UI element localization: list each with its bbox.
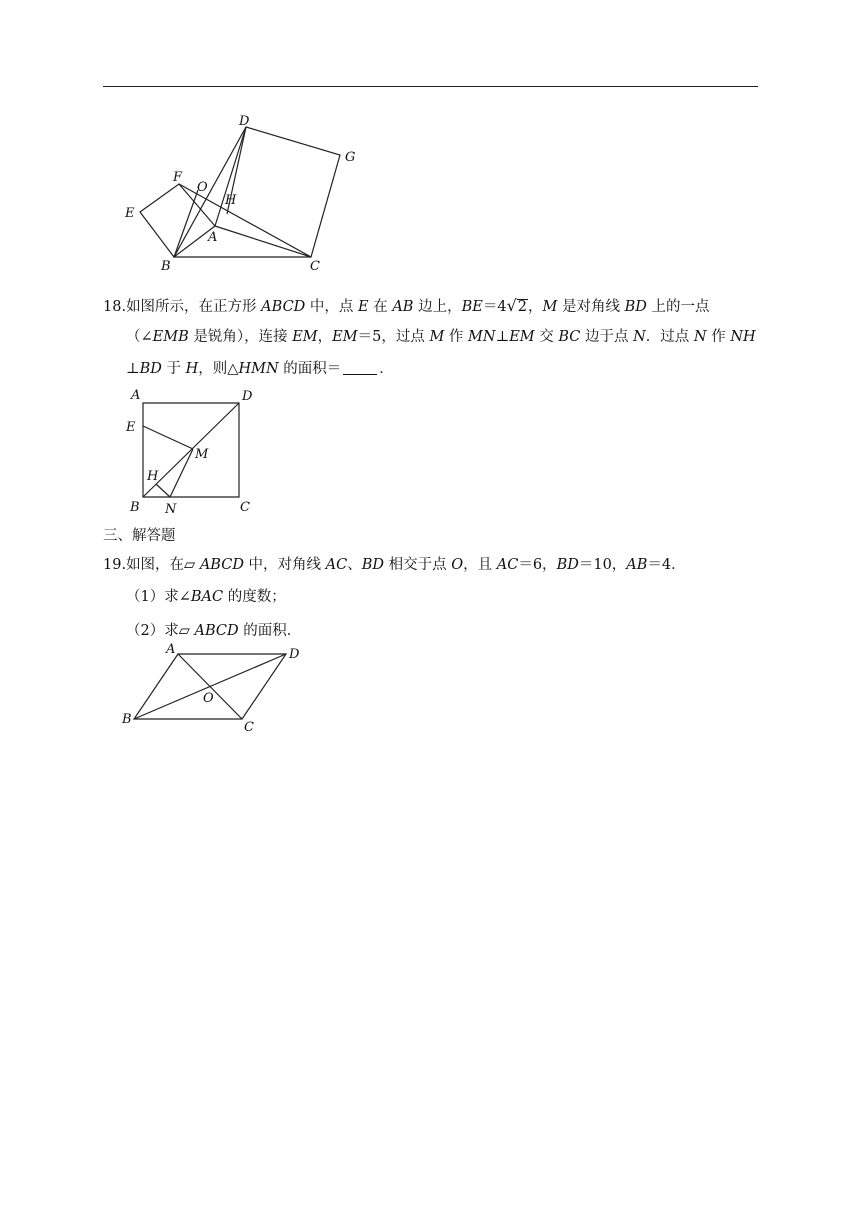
q18-l2-k: ⊥ [495,329,510,345]
q19-number: 19. [103,557,127,573]
q18-l1-n: 上的一点 [646,299,710,315]
q18-l2-j: MN [468,329,496,345]
q18-l3-g: 的面积＝ [278,361,342,377]
q18-l2-g: ＝5，过点 [357,329,430,345]
segment-ob [174,190,198,257]
fig18-label-n: N [165,502,177,517]
q18-number: 18. [103,299,127,315]
q19-p1-a: （1）求∠ [126,589,191,605]
fig17-label-h: H [225,193,237,208]
q18-l3-c: 于 [161,361,186,377]
q18-line-1 [103,295,709,316]
q19-l1-n: AB [626,557,648,573]
q19-l1-g: 相交于点 [384,557,452,573]
q19-l1-j: AC [496,557,519,573]
fig18-label-a: A [131,388,141,403]
q19-p1-b: BAC [190,589,224,605]
figure-q19 [118,640,318,738]
q19-p2-b: ABCD [194,623,239,639]
fig17-label-b: B [161,259,171,274]
q19-l1-e: 、 [347,557,362,573]
q19-l1-i: ，且 [463,557,497,573]
q18-l2-b: EMB [152,329,189,345]
q18-l2-d: EM [292,329,318,345]
q19-l1-c: 中，对角线 [243,557,326,573]
q18-l2-a: （∠ [126,329,153,345]
q18-l1-d: E [358,299,369,315]
q18-l3-f: HMN [238,361,279,377]
q18-l1-g: 边上， [413,299,462,315]
q18-l1-e: 在 [368,299,393,315]
q18-l1-c: 中，点 [305,299,359,315]
q18-l1-m: BD [624,299,647,315]
header-rule [103,86,758,87]
q18-l1-b: ABCD [261,299,306,315]
q18-line-2 [126,325,756,346]
q18-l2-i: 作 [444,329,469,345]
q18-l2-n: BC [558,329,581,345]
fig18-label-m: M [195,447,209,462]
q18-l2-r: N [693,329,707,345]
fig18-label-c: C [240,500,250,515]
q19-l1-k: ＝6， [518,557,557,573]
q19-line-1 [103,553,686,574]
q18-line-3 [126,357,394,378]
q18-l2-q: ．过点 [645,329,694,345]
fig19-label-d: D [289,647,300,662]
fig17-label-d: D [239,114,250,129]
q18-l2-o: 边于点 [580,329,634,345]
fig17-label-g: G [345,150,356,165]
q18-l3-e: ，则△ [198,361,239,377]
q18-l3-d: H [185,361,199,377]
q18-l2-t: NH [730,329,756,345]
q19-l1-m: ＝10， [578,557,627,573]
fig18-label-b: B [130,500,140,515]
q18-l2-m: 交 [534,329,559,345]
q18-l2-e: ， [317,329,333,345]
fig17-label-a: A [208,230,218,245]
q19-part-1 [126,585,286,606]
q19-l1-d: AC [325,557,348,573]
q19-l1-h: O [451,557,464,573]
fig19-label-c: C [244,720,254,735]
q18-l1-i: ＝4 [482,299,507,315]
q18-l1-k: M [542,299,558,315]
segment-em [143,426,193,449]
q19-p1-c: 的度数； [223,589,286,605]
q18-l2-f: EM [332,329,358,345]
q19-l1-b: ABCD [199,557,244,573]
q18-l2-p: N [633,329,646,345]
segment-nh [156,484,170,497]
answer-blank[interactable] [343,373,377,375]
segment-mn [170,449,193,497]
fig19-label-o: O [203,691,214,706]
q19-l1-l: BD [556,557,579,573]
q19-l1-f: BD [361,557,385,573]
q18-l1-h: BE [461,299,483,315]
q18-l3-a: ⊥ [126,361,140,377]
fig19-label-b: B [122,712,132,727]
diagonal-bd [134,654,286,719]
q18-l3-b: BD [139,361,162,377]
fig18-label-h: H [147,469,159,484]
q18-l3-h: ． [379,361,394,377]
fig17-label-c: C [310,259,320,274]
q18-l2-c: 是锐角），连接 [188,329,293,345]
fig17-label-o: O [197,180,208,195]
segment-da [215,127,246,226]
q19-part-2 [126,619,301,640]
sqrt-sign-icon: √ [506,296,517,315]
q18-l1-l: 是对角线 [557,299,625,315]
fig18-label-e: E [126,420,136,435]
q18-radicand: 2 [517,299,527,315]
q19-l1-o: ＝4． [647,557,686,573]
q19-p2-c: 的面积． [238,623,302,639]
fig19-label-a: A [166,642,176,657]
q18-l2-h: M [429,329,445,345]
figure-q17 [118,108,378,276]
figure-q18 [122,386,267,518]
q18-l1-f: AB [392,299,414,315]
q18-l2-l: EM [509,329,535,345]
q19-p2-a: （2）求▱ [126,623,195,639]
q18-l2-s: 作 [706,329,731,345]
q19-l1-a: 如图，在▱ [126,557,200,573]
fig17-label-e: E [125,206,135,221]
q18-l1-a: 如图所示，在正方形 [126,299,262,315]
fig18-label-d: D [242,389,253,404]
q18-l1-j: ， [528,299,543,315]
fig17-label-f: F [173,170,183,185]
section-title: 三、解答题 [103,528,176,544]
